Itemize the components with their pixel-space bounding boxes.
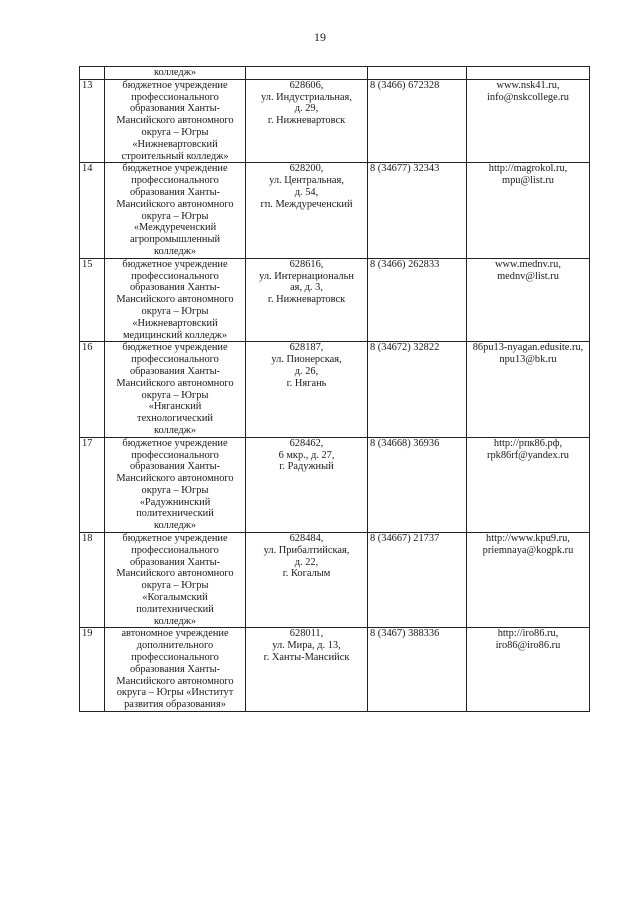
continuation-row bbox=[80, 67, 590, 80]
row-number-cell: 15 bbox=[80, 258, 105, 342]
institution-name-line: Мансийского автономного bbox=[116, 675, 234, 687]
table-row bbox=[80, 258, 590, 342]
address-line: г. Нижневартовск bbox=[267, 115, 346, 127]
row-number-cell: 19 bbox=[80, 628, 105, 712]
institution-name-line: колледж» bbox=[153, 615, 197, 627]
institution-name-line: Мансийского автономного bbox=[116, 473, 234, 485]
address-line: ул. Центральная, bbox=[269, 175, 344, 187]
institution-name-line: технологический bbox=[137, 413, 213, 425]
institution-name-line: округа – Югры bbox=[141, 484, 209, 496]
row-number-cell bbox=[80, 67, 105, 80]
address-line: д. 54, bbox=[294, 186, 319, 198]
address-line: 628011, bbox=[289, 628, 324, 640]
table-row bbox=[80, 533, 590, 628]
institution-name-line: колледж» bbox=[153, 67, 197, 78]
institution-name-line: округа – Югры bbox=[141, 126, 209, 138]
institution-name-line: «Няганский bbox=[148, 401, 202, 413]
email-address: mednv@list.ru bbox=[497, 270, 559, 282]
institution-name-line: профессионального bbox=[131, 270, 219, 282]
institution-name-line: Мансийского автономного bbox=[116, 377, 234, 389]
institution-name-line: политехнический bbox=[136, 508, 214, 520]
website-email-cell bbox=[467, 533, 590, 628]
address-line: ул. Прибалтийская, bbox=[263, 544, 350, 556]
institution-name-line: бюджетное учреждение bbox=[122, 163, 228, 175]
table-row bbox=[80, 628, 590, 712]
phone-cell: 8 (34667) 21737 bbox=[368, 533, 467, 628]
website-email-cell bbox=[467, 163, 590, 258]
website-email-cell bbox=[467, 628, 590, 712]
institution-name-line: профессионального bbox=[131, 175, 219, 187]
institution-name-cell bbox=[105, 258, 246, 342]
address-line: г. Радужный bbox=[279, 461, 334, 473]
institution-name-cell bbox=[105, 533, 246, 628]
institution-name-line: округа – Югры bbox=[141, 210, 209, 222]
address-line: 628616, bbox=[289, 258, 324, 270]
website-email-cell bbox=[467, 258, 590, 342]
institution-name-line: округа – Югры «Институт bbox=[116, 687, 234, 699]
page-number: 19 bbox=[314, 30, 326, 44]
phone-cell: 8 (3467) 388336 bbox=[368, 628, 467, 712]
institution-name-line: «Радужнинский bbox=[139, 496, 211, 508]
institution-name-line: колледж» bbox=[153, 424, 197, 436]
row-number-cell: 16 bbox=[80, 342, 105, 437]
institution-name-line: образования Ханты- bbox=[129, 556, 221, 568]
address-line: 6 мкр., д. 27, bbox=[278, 449, 335, 461]
institution-name-cell bbox=[105, 628, 246, 712]
address-line: ул. Индустриальная, bbox=[261, 91, 352, 103]
address-line: гп. Междуреченский bbox=[260, 198, 353, 210]
institution-name-line: строительный колледж» bbox=[121, 150, 229, 162]
table-row bbox=[80, 342, 590, 437]
institution-name-line: «Междуреченский bbox=[133, 222, 217, 234]
address-line: г. Нягань bbox=[286, 377, 327, 389]
row-number-cell: 14 bbox=[80, 163, 105, 258]
institution-name-line: агропромышленный bbox=[129, 234, 221, 246]
institution-name-line: развития образования» bbox=[124, 699, 226, 711]
address-cell bbox=[246, 342, 368, 437]
website-link: http://magrokol.ru, bbox=[488, 163, 568, 175]
address-line: 628606, bbox=[289, 79, 324, 91]
institution-name-line: бюджетное учреждение bbox=[122, 342, 228, 354]
table-row bbox=[80, 163, 590, 258]
institution-name-line: образования Ханты- bbox=[129, 103, 221, 115]
website-email-cell bbox=[467, 342, 590, 437]
address-line: г. Нижневартовск bbox=[267, 294, 346, 306]
institution-name-line: округа – Югры bbox=[141, 389, 209, 401]
website-link: http://рпк86.рф, bbox=[493, 437, 563, 449]
address-cell bbox=[246, 79, 368, 163]
address-line: ул. Интернациональн bbox=[259, 270, 354, 282]
institution-name-line: колледж» bbox=[153, 520, 197, 532]
website-email-cell bbox=[467, 67, 590, 80]
address-line: ул. Пионерская, bbox=[271, 354, 342, 366]
address-line: ая, д. 3, bbox=[290, 282, 323, 294]
website-link: http://www.kpu9.ru, bbox=[486, 533, 570, 545]
institution-name-line: образования Ханты- bbox=[129, 282, 221, 294]
institution-name-line: автономное учреждение bbox=[121, 628, 229, 640]
institution-name-line: профессионального bbox=[131, 652, 219, 664]
institution-name-line: Мансийского автономного bbox=[116, 115, 234, 127]
phone-cell: 8 (34668) 36936 bbox=[368, 437, 467, 532]
institution-name-line: «Нижневартовский bbox=[132, 138, 218, 150]
institution-name-line: колледж» bbox=[153, 245, 197, 257]
address-line: 628187, bbox=[289, 342, 324, 354]
institution-name-line: образования Ханты- bbox=[129, 663, 221, 675]
website-link: www.mednv.ru, bbox=[495, 258, 561, 270]
address-cell bbox=[246, 628, 368, 712]
email-address: priemnaya@kogpk.ru bbox=[482, 544, 574, 556]
institution-name-line: профессионального bbox=[131, 91, 219, 103]
institution-name-cell bbox=[105, 67, 246, 80]
institution-name-line: «Когалымский bbox=[142, 592, 208, 604]
address-cell bbox=[246, 258, 368, 342]
phone-cell bbox=[368, 67, 467, 80]
email-address: info@nskcollege.ru bbox=[487, 91, 569, 103]
phone-cell: 8 (3466) 672328 bbox=[368, 79, 467, 163]
address-cell bbox=[246, 67, 368, 80]
institution-name-line: образования Ханты- bbox=[129, 365, 221, 377]
website-link: 86pu13-nyagan.edusite.ru, bbox=[472, 342, 584, 354]
address-line: г. Ханты-Мансийск bbox=[263, 652, 350, 664]
address-line: ул. Мира, д. 13, bbox=[272, 640, 341, 652]
row-number-cell: 18 bbox=[80, 533, 105, 628]
phone-cell: 8 (34672) 32822 bbox=[368, 342, 467, 437]
address-line: г. Когалым bbox=[282, 568, 331, 580]
institution-name-line: дополнительного bbox=[136, 640, 214, 652]
phone-cell: 8 (34677) 32343 bbox=[368, 163, 467, 258]
institution-name-line: профессионального bbox=[131, 544, 219, 556]
institution-name-cell bbox=[105, 163, 246, 258]
institution-name-line: бюджетное учреждение bbox=[122, 79, 228, 91]
institution-name-line: Мансийского автономного bbox=[116, 294, 234, 306]
institution-name-line: медицинский колледж» bbox=[122, 329, 228, 341]
institution-name-line: бюджетное учреждение bbox=[122, 437, 228, 449]
email-address: rpk86rf@yandex.ru bbox=[487, 449, 569, 461]
institution-name-line: образования Ханты- bbox=[129, 186, 221, 198]
table-row bbox=[80, 437, 590, 532]
institution-name-cell bbox=[105, 79, 246, 163]
institution-name-line: бюджетное учреждение bbox=[122, 533, 228, 545]
institution-name-line: Мансийского автономного bbox=[116, 568, 234, 580]
table-row bbox=[80, 79, 590, 163]
email-address: mpu@list.ru bbox=[502, 175, 554, 187]
institution-name-cell bbox=[105, 437, 246, 532]
email-address: iro86@iro86.ru bbox=[495, 640, 561, 652]
website-link: www.nsk41.ru, bbox=[496, 79, 560, 91]
row-number-cell: 17 bbox=[80, 437, 105, 532]
address-line: д. 22, bbox=[294, 556, 319, 568]
institution-name-line: профессионального bbox=[131, 354, 219, 366]
address-line: д. 29, bbox=[294, 103, 319, 115]
email-address: npu13@bk.ru bbox=[499, 354, 557, 366]
address-line: д. 26, bbox=[294, 365, 319, 377]
website-email-cell bbox=[467, 437, 590, 532]
website-email-cell bbox=[467, 79, 590, 163]
address-line: 628484, bbox=[289, 533, 324, 545]
address-cell bbox=[246, 437, 368, 532]
institution-name-line: политехнический bbox=[136, 603, 214, 615]
address-line: 628462, bbox=[289, 437, 324, 449]
institution-name-line: профессионального bbox=[131, 449, 219, 461]
institution-name-line: Мансийского автономного bbox=[116, 198, 234, 210]
institution-name-line: образования Ханты- bbox=[129, 461, 221, 473]
institution-name-cell bbox=[105, 342, 246, 437]
institutions-table bbox=[79, 66, 590, 712]
address-cell bbox=[246, 533, 368, 628]
row-number-cell: 13 bbox=[80, 79, 105, 163]
institution-name-line: округа – Югры bbox=[141, 580, 209, 592]
website-link: http://iro86.ru, bbox=[497, 628, 559, 640]
table-body bbox=[80, 67, 590, 712]
address-cell bbox=[246, 163, 368, 258]
institution-name-line: «Нижневартовский bbox=[132, 317, 218, 329]
address-line: 628200, bbox=[289, 163, 324, 175]
phone-cell: 8 (3466) 262833 bbox=[368, 258, 467, 342]
institution-name-line: округа – Югры bbox=[141, 305, 209, 317]
institution-name-line: бюджетное учреждение bbox=[122, 258, 228, 270]
